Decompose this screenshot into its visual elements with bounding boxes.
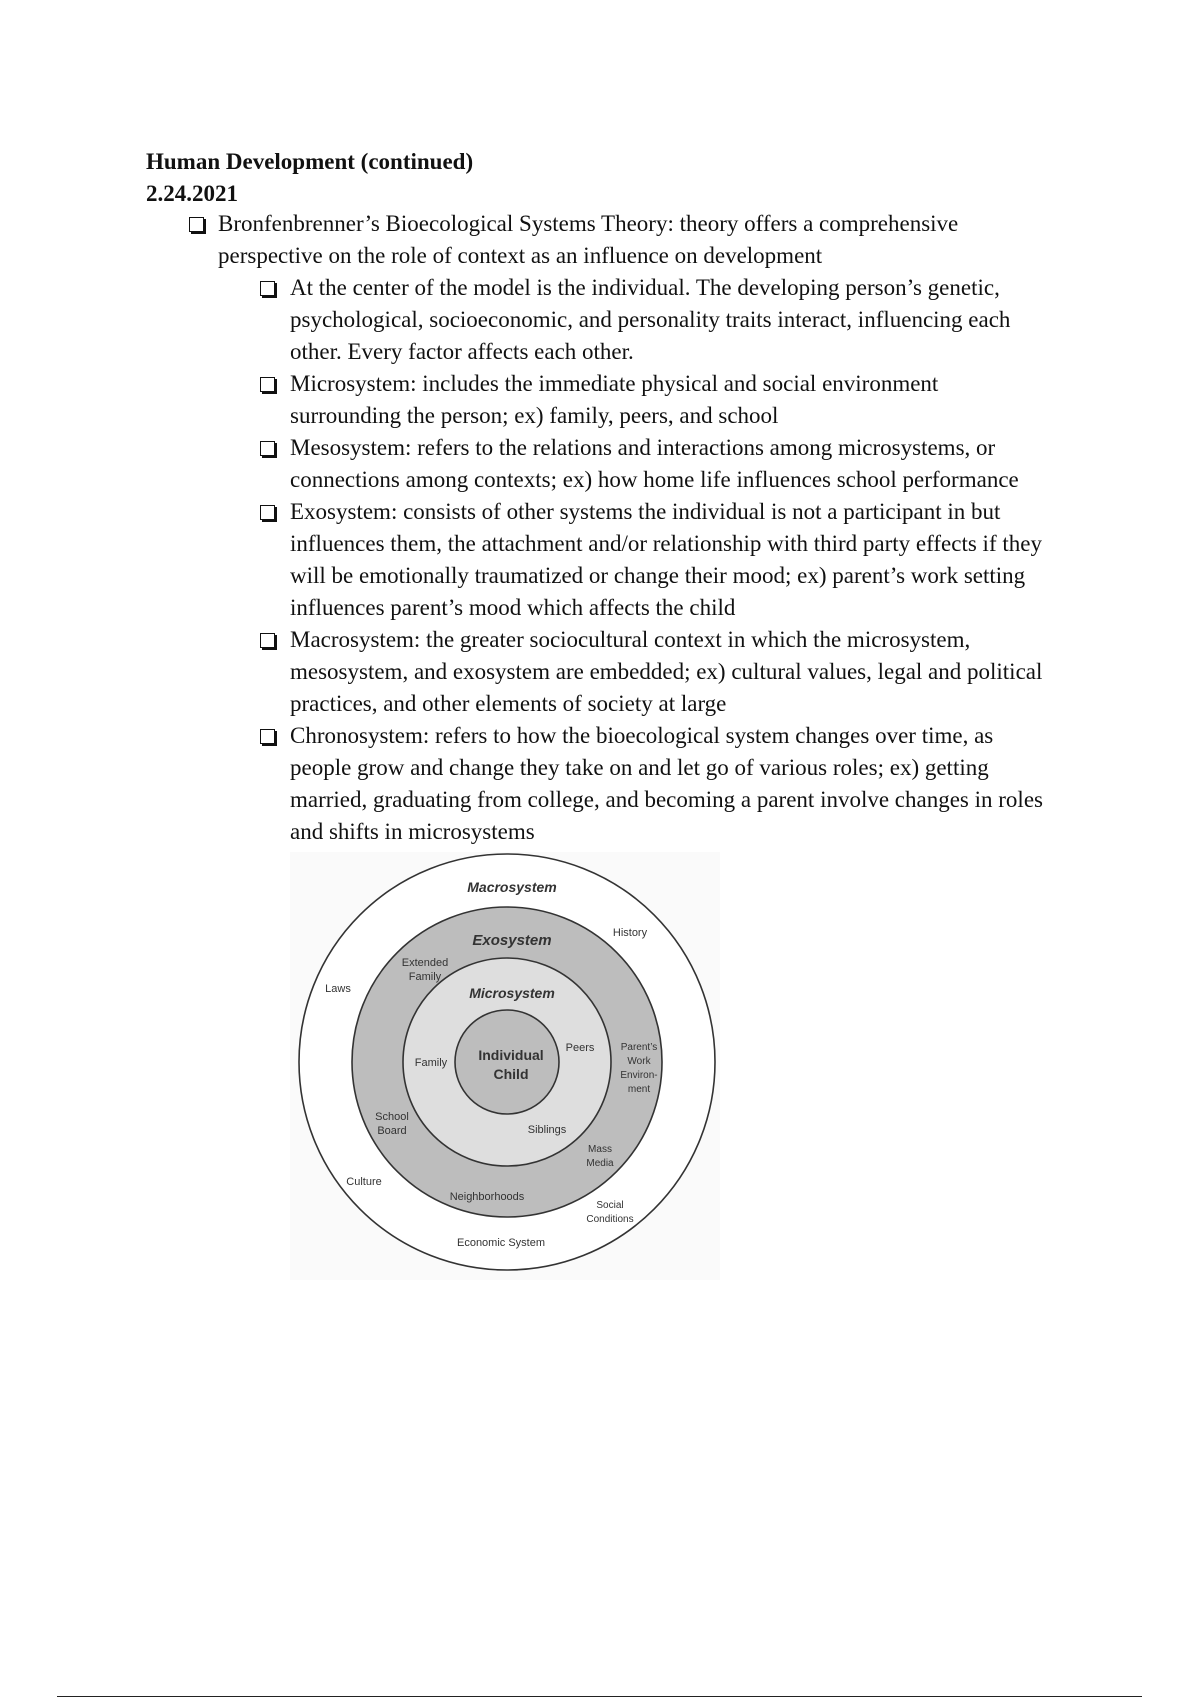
bullet-line: Chronosystem: refers to how the bioecological system changes over time, as [290, 723, 994, 748]
checkbox-bullet-icon [260, 281, 275, 296]
microsystem-label: Microsystem [469, 985, 555, 1001]
exosystem-label: Exosystem [472, 932, 552, 949]
bullet-line: Bronfenbrenner’s Bioecological Systems Theory: theory offers a comprehensive [218, 211, 959, 236]
school-board-label-1: School [375, 1111, 409, 1123]
neighborhoods-label: Neighborhoods [449, 1191, 525, 1203]
bullet-line: married, graduating from college, and becoming a parent involve changes in roles [290, 787, 1043, 812]
bullet-line: surrounding the person; ex) family, peers, and school [290, 403, 779, 428]
sub-bullet-microsystem [290, 368, 1090, 432]
mass-media-label-2: Media [586, 1158, 614, 1169]
sub-bullet-individual [290, 272, 1090, 368]
bullet-line: mesosystem, and exosystem are embedded; ex) cultural values, legal and political [290, 659, 1043, 684]
parents-work-label-1: Parent’s [620, 1042, 658, 1053]
bullet-line: will be emotionally traumatized or change their mood; ex) parent’s work setting [290, 563, 1026, 588]
laws-label: Laws [325, 983, 351, 995]
checkbox-bullet-icon [189, 217, 204, 232]
checkbox-bullet-icon [260, 441, 275, 456]
mass-media-label-1: Mass [588, 1144, 612, 1155]
bullet-line: Mesosystem: refers to the relations and interactions among microsystems, or [290, 435, 996, 460]
bullet-line: psychological, socioeconomic, and personality traits interact, influencing each [290, 307, 1011, 332]
parents-work-label-3: Environ- [620, 1070, 658, 1081]
school-board-label-2: Board [377, 1125, 407, 1137]
bioecological-diagram-svg [290, 852, 720, 1280]
culture-label: Culture [346, 1176, 382, 1188]
sub-bullet-exosystem [290, 496, 1090, 624]
bioecological-diagram [290, 852, 720, 1280]
siblings-label: Siblings [527, 1124, 567, 1136]
checkbox-bullet-icon [260, 505, 275, 520]
bullet-line: practices, and other elements of society at large [290, 691, 727, 716]
bullet-line: perspective on the role of context as an influence on development [218, 243, 823, 268]
economic-system-label: Economic System [456, 1237, 546, 1249]
child-label: Child [493, 1066, 529, 1082]
extended-family-label-1: Extended [401, 957, 449, 969]
macrosystem-label: Macrosystem [467, 879, 557, 895]
main-bullet [218, 208, 1018, 272]
bullet-line: people grow and change they take on and let go of various roles; ex) getting [290, 755, 989, 780]
extended-family-label-2: Family [408, 971, 442, 983]
individual-label: Individual [478, 1047, 544, 1063]
sub-bullet-chronosystem [290, 720, 1090, 848]
parents-work-label-2: Work [627, 1056, 651, 1067]
bullet-line: other. Every factor affects each other. [290, 339, 634, 364]
sub-bullet-mesosystem [290, 432, 1090, 496]
social-conditions-label-2: Conditions [586, 1214, 634, 1225]
bullet-line: Microsystem: includes the immediate physical and social environment [290, 371, 939, 396]
bullet-line: Macrosystem: the greater sociocultural context in which the microsystem, [290, 627, 971, 652]
sub-bullet-macrosystem [290, 624, 1090, 720]
checkbox-bullet-icon [260, 633, 275, 648]
checkbox-bullet-icon [260, 377, 275, 392]
bullet-line: At the center of the model is the individual. The developing person’s genetic, [290, 275, 1000, 300]
family-label: Family [414, 1057, 448, 1069]
bullet-line: connections among contexts; ex) how home life influences school performance [290, 467, 1019, 492]
checkbox-bullet-icon [260, 729, 275, 744]
parents-work-label-4: ment [627, 1084, 651, 1095]
page-title: Human Development (continued) [146, 149, 474, 174]
bullet-line: influences them, the attachment and/or relationship with third party effects if they [290, 531, 1042, 556]
note-date: 2.24.2021 [146, 181, 238, 206]
peers-label: Peers [565, 1042, 595, 1054]
history-label: History [612, 927, 648, 939]
bullet-line: and shifts in microsystems [290, 819, 535, 844]
bullet-line: influences parent’s mood which affects the child [290, 595, 736, 620]
footer-divider [57, 1696, 1142, 1697]
bullet-line: Exosystem: consists of other systems the individual is not a participant in but [290, 499, 1001, 524]
social-conditions-label-1: Social [596, 1200, 624, 1211]
